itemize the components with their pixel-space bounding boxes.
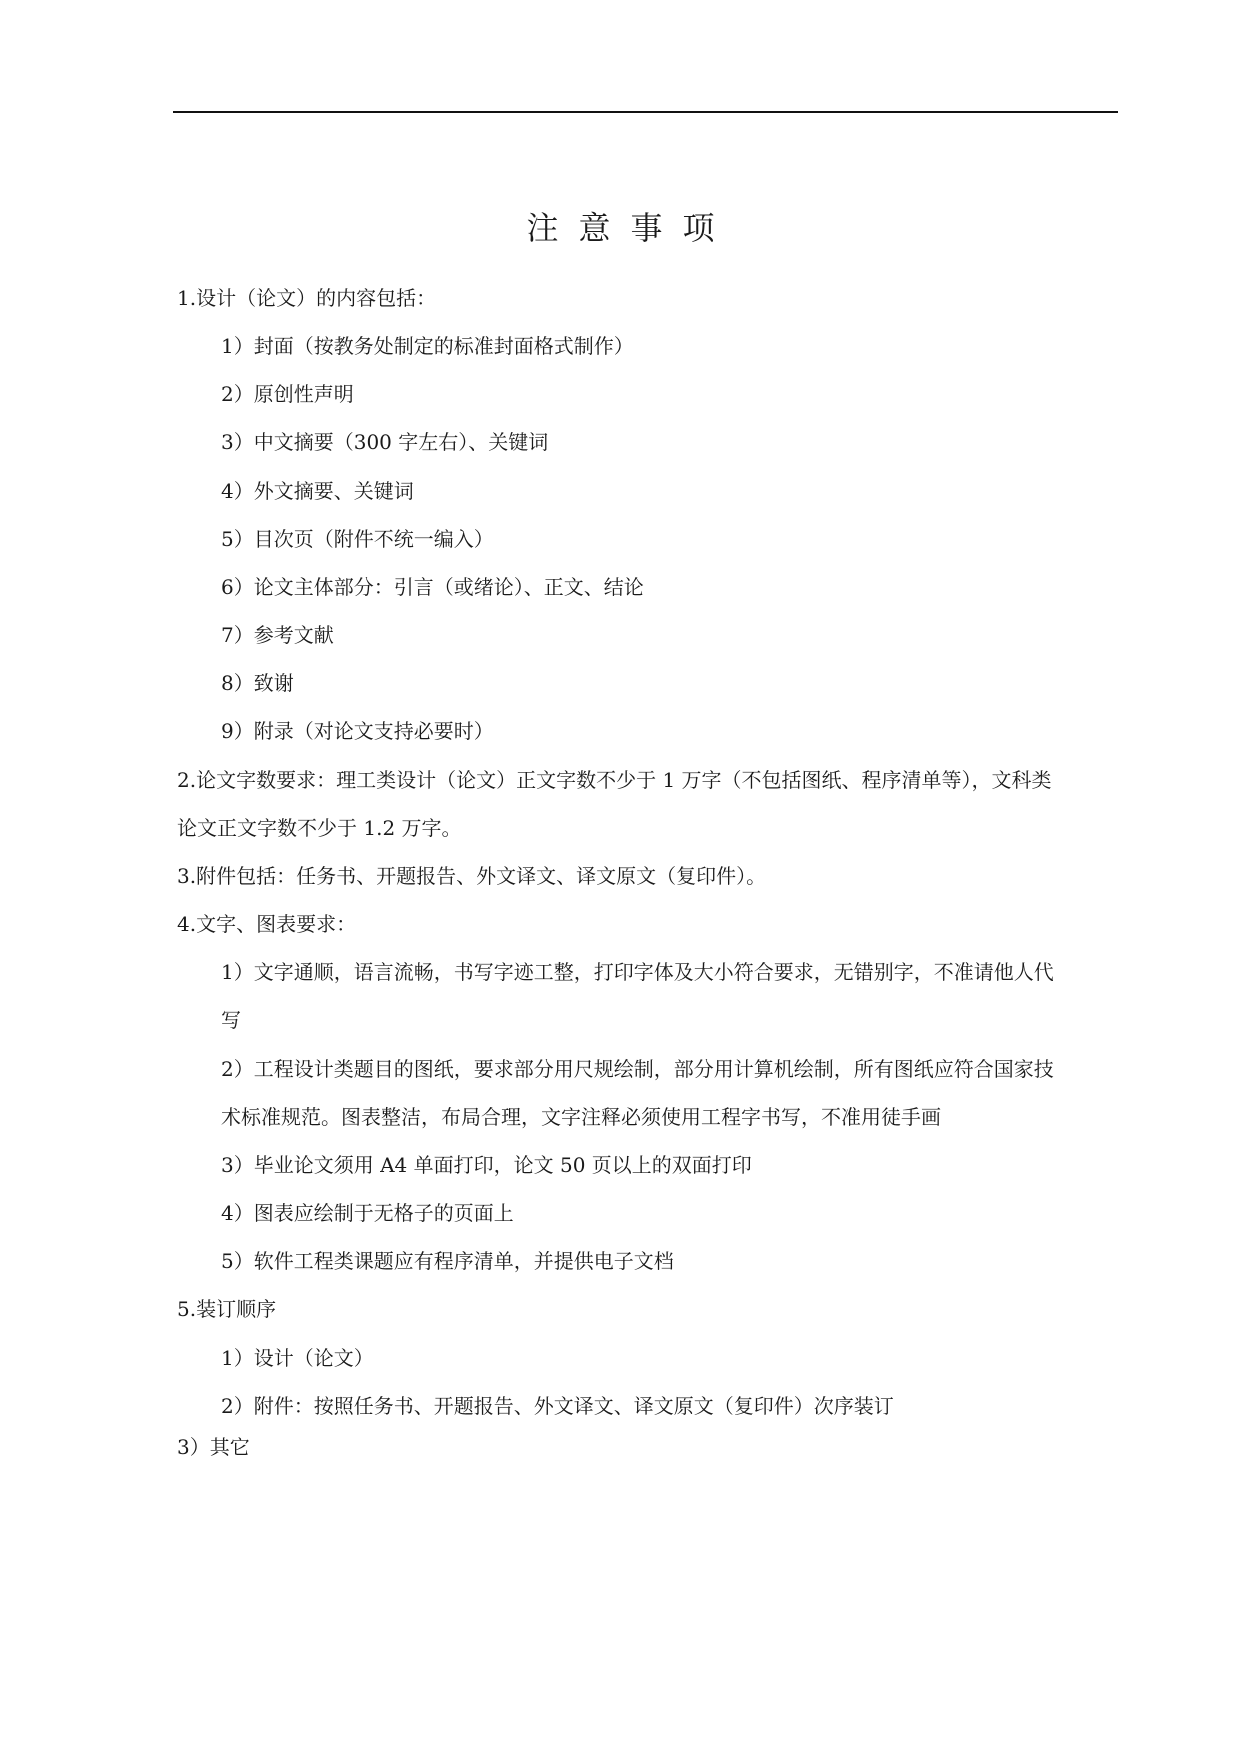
- list-item-cont: 术标准规范。图表整洁，布局合理，文字注释必须使用工程字书写，不准用徒手画: [221, 1105, 941, 1129]
- list-item: 3）其它: [177, 1435, 250, 1459]
- section-5-heading: 5.装订顺序: [177, 1297, 277, 1321]
- section-2-paragraph-cont: 论文正文字数不少于 1.2 万字。: [177, 816, 462, 840]
- list-item-cont: 写: [221, 1008, 241, 1032]
- list-item: 2）原创性声明: [221, 382, 354, 406]
- list-item: 3）毕业论文须用 A4 单面打印，论文 50 页以上的双面打印: [221, 1153, 752, 1177]
- section-4-heading: 4.文字、图表要求：: [177, 912, 357, 936]
- list-item: 1）文字通顺，语言流畅，书写字迹工整，打印字体及大小符合要求，无错别字，不准请他人代: [221, 960, 1054, 984]
- list-item: 9）附录（对论文支持必要时）: [221, 719, 494, 743]
- list-item: 2）附件：按照任务书、开题报告、外文译文、译文原文（复印件）次序装订: [221, 1394, 894, 1418]
- section-3-paragraph: 3.附件包括：任务书、开题报告、外文译文、译文原文（复印件）。: [177, 864, 767, 888]
- list-item: 6）论文主体部分：引言（或绪论）、正文、结论: [221, 575, 644, 599]
- list-item: 1）封面（按教务处制定的标准封面格式制作）: [221, 334, 634, 358]
- list-item: 8）致谢: [221, 671, 294, 695]
- list-item: 7）参考文献: [221, 623, 334, 647]
- list-item: 5）目次页（附件不统一编入）: [221, 527, 494, 551]
- list-item: 3）中文摘要（300 字左右）、关键词: [221, 430, 549, 454]
- list-item: 4）图表应绘制于无格子的页面上: [221, 1201, 514, 1225]
- list-item: 1）设计（论文）: [221, 1346, 374, 1370]
- list-item: 2）工程设计类题目的图纸，要求部分用尺规绘制，部分用计算机绘制，所有图纸应符合国家技: [221, 1057, 1054, 1081]
- header-rule: [173, 111, 1118, 113]
- section-1-heading: 1.设计（论文）的内容包括：: [177, 286, 437, 310]
- list-item: 5）软件工程类课题应有程序清单，并提供电子文档: [221, 1249, 674, 1273]
- section-2-paragraph: 2.论文字数要求：理工类设计（论文）正文字数不少于 1 万字（不包括图纸、程序清单等），文科类: [177, 768, 1052, 792]
- page-title: 注意事项: [526, 209, 735, 247]
- list-item: 4）外文摘要、关键词: [221, 479, 414, 503]
